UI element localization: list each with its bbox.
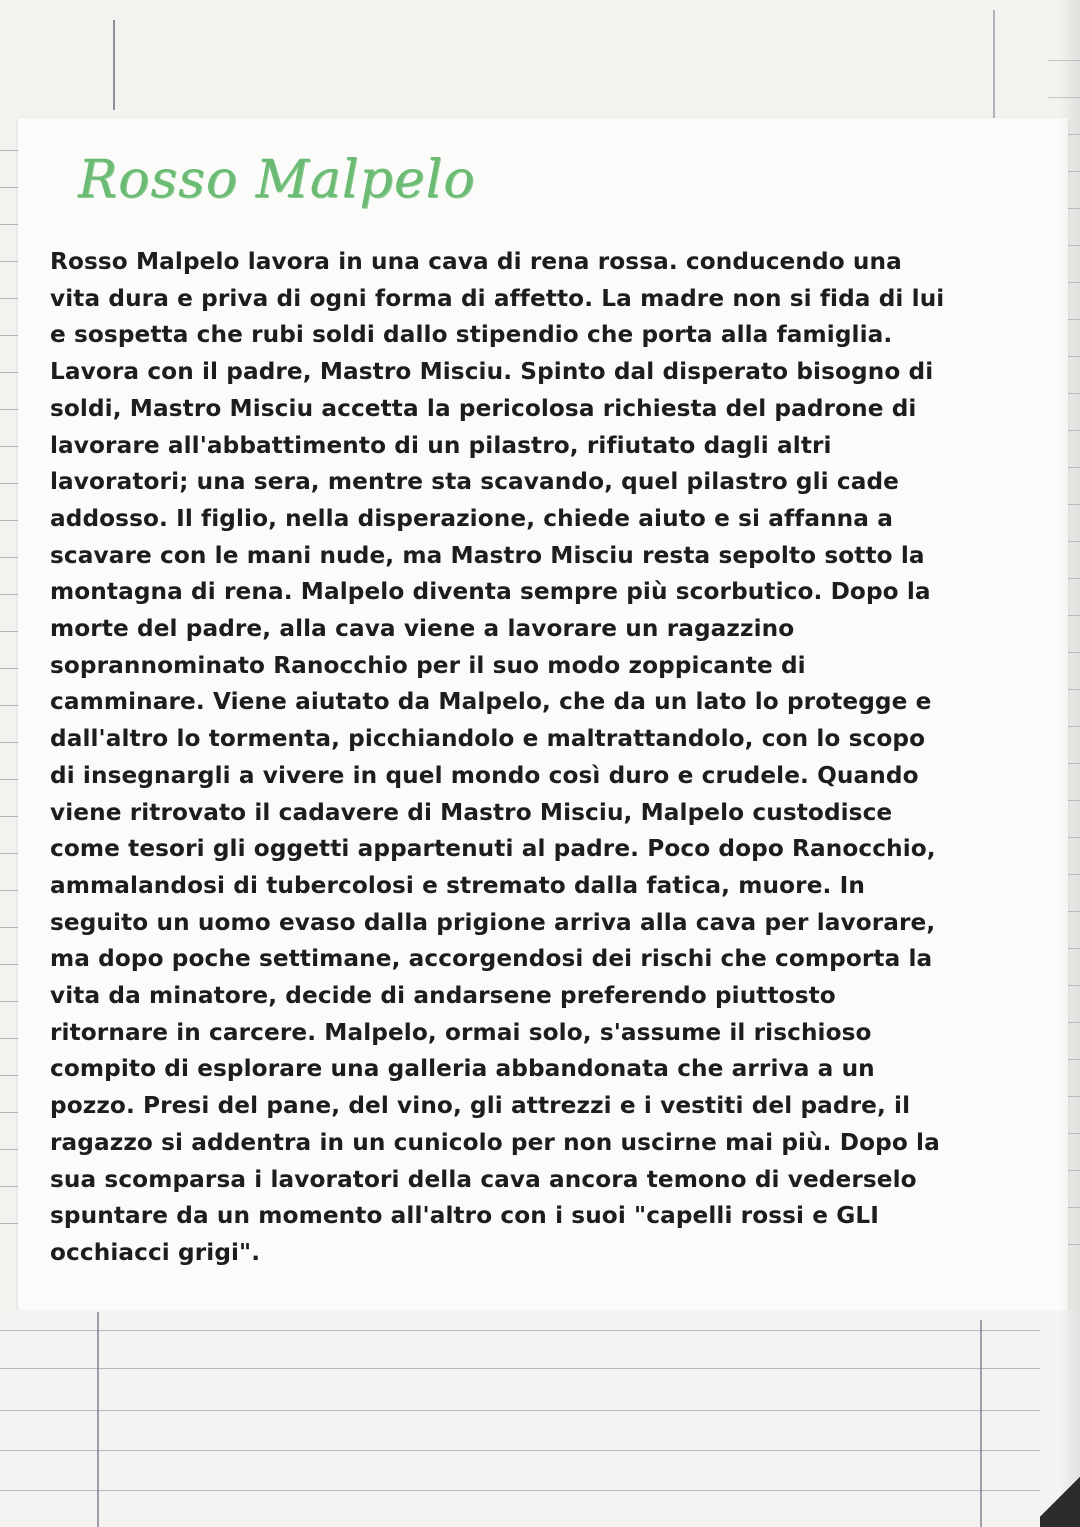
text-line: compito di esplorare una galleria abbandonata che arriva a un: [50, 1055, 875, 1083]
text-line: spuntare da un momento all'altro con i suoi "capelli rossi e GLI: [50, 1202, 879, 1230]
page-title: Rosso Malpelo: [78, 150, 476, 210]
page-corner: [1040, 1467, 1080, 1527]
text-line: seguito un uomo evaso dalla prigione arriva alla cava per lavorare,: [50, 908, 936, 936]
bottom-margin-line-left: [97, 1312, 99, 1527]
text-line: soprannominato Ranocchio per il suo modo zoppicante di: [50, 651, 806, 679]
text-line: ma dopo poche settimane, accorgendosi dei rischi che comporta la: [50, 945, 933, 973]
ruled-line: [0, 1450, 1040, 1451]
ruled-line: [0, 1490, 1040, 1491]
text-line: di insegnargli a vivere in quel mondo così duro e crudele. Quando: [50, 761, 919, 789]
text-line: ritornare in carcere. Malpelo, ormai solo, s'assume il rischioso: [50, 1018, 872, 1046]
text-line: dall'altro lo tormenta, picchiandolo e maltrattandolo, con lo scopo: [50, 725, 926, 753]
ruled-line: [0, 1368, 1040, 1369]
text-line: vita da minatore, decide di andarsene preferendo piuttosto: [50, 982, 836, 1010]
text-line: sua scomparsa i lavoratori della cava ancora temono di vederselo: [50, 1165, 917, 1193]
text-line: soldi, Mastro Misciu accetta la pericolosa richiesta del padrone di: [50, 394, 917, 422]
text-line: montagna di rena. Malpelo diventa sempre più scorbutico. Dopo la: [50, 578, 931, 606]
margin-line: [113, 20, 115, 110]
text-line: vita dura e priva di ogni forma di affetto. La madre non si fida di lui: [50, 284, 945, 312]
text-line: scavare con le mani nude, ma Mastro Misciu resta sepolto sotto la: [50, 541, 925, 569]
text-line: Rosso Malpelo lavora in una cava di rena rossa. conducendo una: [50, 248, 902, 275]
text-line: Lavora con il padre, Mastro Misciu. Spinto dal disperato bisogno di: [50, 358, 934, 386]
text-line: camminare. Viene aiutato da Malpelo, che da un lato lo protegge e: [50, 688, 932, 716]
text-line: lavoratori; una sera, mentre sta scavando, quel pilastro gli cade: [50, 468, 899, 496]
ruled-line: [0, 1330, 1040, 1331]
text-line: morte del padre, alla cava viene a lavorare un ragazzino: [50, 615, 795, 643]
page-edge-shadow: [1060, 0, 1080, 1527]
summary-text: [50, 244, 950, 1272]
text-line: addosso. Il figlio, nella disperazione, chiede aiuto e si affanna a: [50, 504, 893, 532]
ruled-line: [0, 1410, 1040, 1411]
bottom-margin-line-right: [980, 1320, 982, 1527]
text-line: viene ritrovato il cadavere di Mastro Misciu, Malpelo custodisce: [50, 798, 893, 826]
text-line: ammalandosi di tubercolosi e stremato dalla fatica, muore. In: [50, 871, 865, 899]
text-line: come tesori gli oggetti appartenuti al padre. Poco dopo Ranocchio,: [50, 835, 936, 863]
text-line: pozzo. Presi del pane, del vino, gli attrezzi e i vestiti del padre, il: [50, 1092, 911, 1120]
lined-notebook-bottom: [0, 1310, 1080, 1527]
text-line: ragazzo si addentra in un cunicolo per non uscirne mai più. Dopo la: [50, 1128, 940, 1156]
text-line: occhiacci grigi".: [50, 1238, 261, 1266]
text-line: e sospetta che rubi soldi dallo stipendio che porta alla famiglia.: [50, 321, 893, 349]
text-line: lavorare all'abbattimento di un pilastro, rifiutato dagli altri: [50, 431, 832, 459]
